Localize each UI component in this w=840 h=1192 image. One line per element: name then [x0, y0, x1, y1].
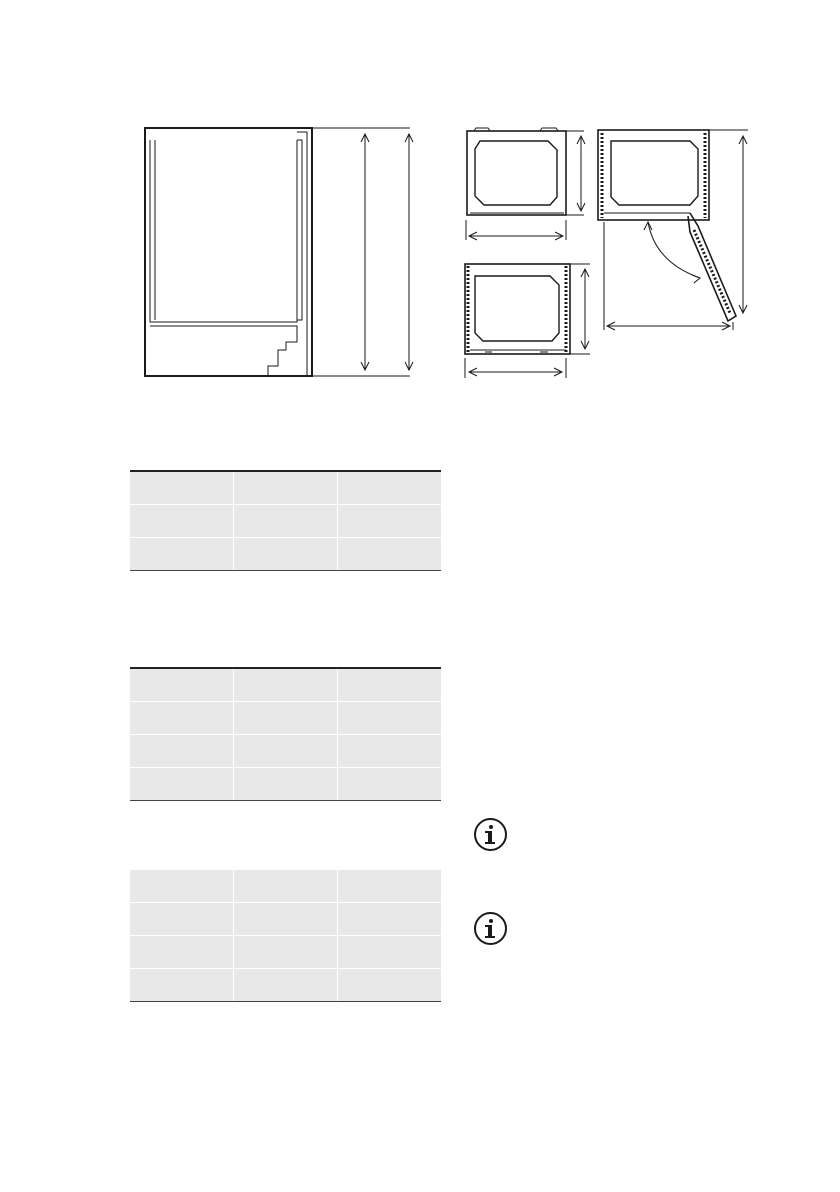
info-icon [474, 818, 507, 851]
table-cell [130, 505, 234, 538]
table-cell [234, 870, 338, 903]
table-cell [130, 936, 234, 969]
table-cell [130, 471, 234, 505]
table-row [130, 870, 441, 903]
info-icon [474, 912, 507, 945]
table-cell [337, 768, 441, 801]
spec-table-3 [130, 870, 441, 1002]
table-cell [234, 668, 338, 702]
dimension-drawings [0, 0, 840, 420]
table-row [130, 735, 441, 768]
table-row [130, 768, 441, 801]
table-cell [130, 768, 234, 801]
table-cell [234, 969, 338, 1002]
table-cell [130, 538, 234, 571]
side-view-drawing [145, 128, 413, 376]
table-cell [234, 438, 338, 471]
table-cell [337, 903, 441, 936]
table-row [130, 668, 441, 702]
table-row [130, 471, 441, 505]
table-cell [337, 635, 441, 668]
table-header-row [130, 438, 441, 471]
table-cell [337, 870, 441, 903]
door-opening-drawing [598, 130, 748, 330]
table-cell [234, 635, 338, 668]
table-cell [130, 969, 234, 1002]
table-cell [130, 702, 234, 735]
spec-table-2 [130, 635, 441, 801]
table-row [130, 903, 441, 936]
table-cell [234, 702, 338, 735]
table-cell [337, 505, 441, 538]
table-cell [337, 538, 441, 571]
table-cell [337, 969, 441, 1002]
table-cell [337, 936, 441, 969]
table-row [130, 936, 441, 969]
table-cell [337, 735, 441, 768]
table-cell [130, 668, 234, 702]
top-view-drawing-1 [466, 128, 585, 240]
table-cell [234, 471, 338, 505]
top-view-drawing-2 [465, 264, 590, 378]
table-row [130, 969, 441, 1002]
spec-table-1 [130, 438, 441, 571]
table-cell [337, 668, 441, 702]
table-row [130, 538, 441, 571]
table-cell [130, 635, 234, 668]
table-cell [234, 735, 338, 768]
table-cell [234, 936, 338, 969]
table-cell [234, 768, 338, 801]
table-cell [130, 438, 234, 471]
table-cell [130, 903, 234, 936]
table-header-row [130, 635, 441, 668]
table-cell [337, 702, 441, 735]
table-cell [130, 870, 234, 903]
table-cell [130, 735, 234, 768]
table-cell [337, 438, 441, 471]
table-cell [234, 538, 338, 571]
table-cell [234, 505, 338, 538]
table-cell [337, 471, 441, 505]
table-cell [234, 903, 338, 936]
table-row [130, 702, 441, 735]
table-row [130, 505, 441, 538]
